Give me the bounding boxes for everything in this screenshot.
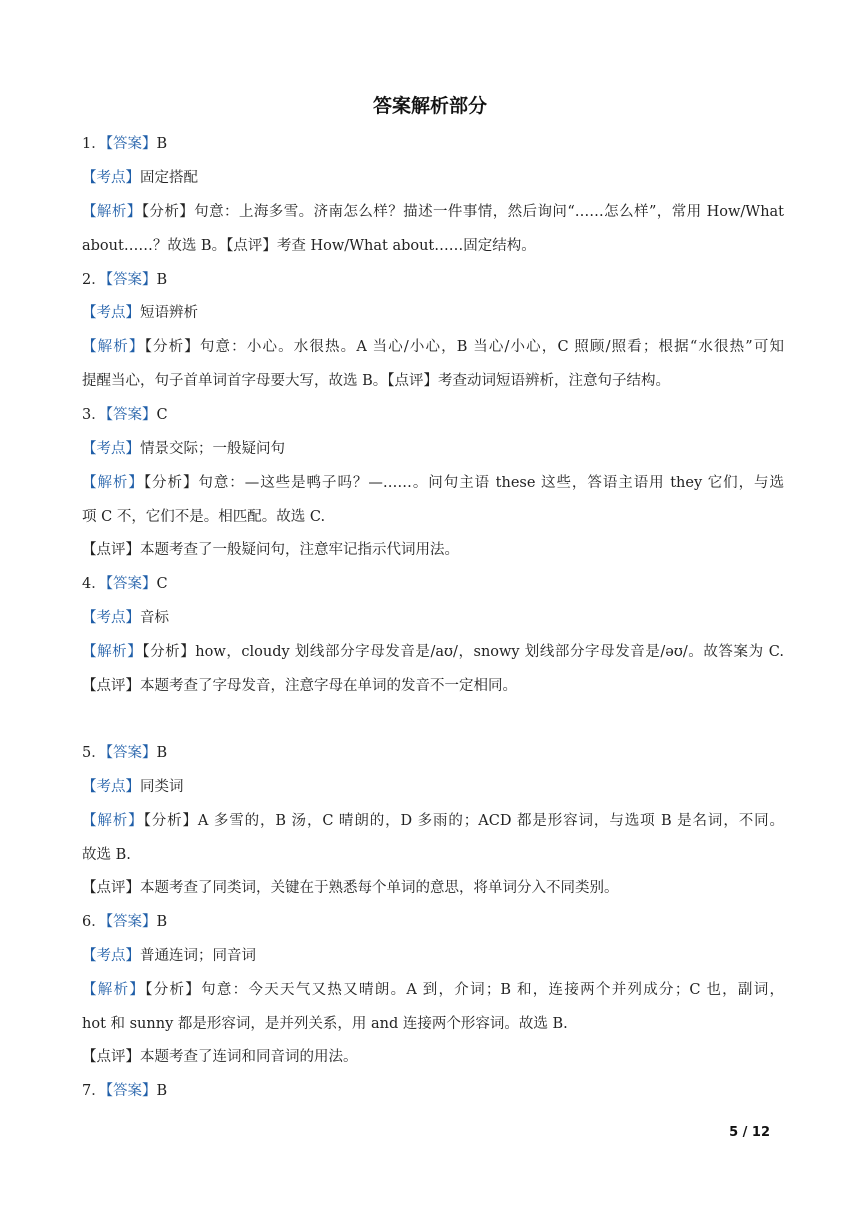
q4-answer: C [156, 576, 168, 592]
q5-kaodian-tag: 【考点】 [82, 779, 140, 795]
q1-number: 1． [82, 136, 106, 152]
q1-answer-tag: 【答案】 [105, 136, 157, 152]
q1-jiexi-line-1 [82, 202, 784, 222]
q3-jiexi-tag: 【解析】 [82, 475, 144, 491]
q2-answer-tag: 【答案】 [105, 272, 157, 288]
q1-kaodian-line [82, 168, 784, 188]
q5-jiexi-line-2 [82, 845, 784, 865]
q3-answer: C [156, 407, 168, 423]
q6-dianping-tag: 【点评】 [82, 1049, 140, 1065]
q6-answer-line [82, 912, 784, 932]
q6-kaodian-tag: 【考点】 [82, 948, 140, 964]
q5-kaodian-line [82, 777, 784, 797]
q2-answer-line [82, 270, 784, 290]
q6-answer: B [156, 914, 168, 930]
q3-dianping: 本题考查了一般疑问句，注意牢记指示代词用法。 [140, 542, 459, 558]
q3-jiexi-text-1: 【分析】句意：—这些是鸭子吗？—……。问句主语 these 这些，答语主语用 they 它们，与选 [143, 475, 785, 491]
q4-answer-tag: 【答案】 [105, 576, 157, 592]
q5-jiexi-line-1 [82, 811, 784, 831]
q6-number: 6． [82, 914, 106, 930]
page-title: 答案解析部分 [372, 95, 487, 117]
q2-jiexi-text-2: 提醒当心，句子首单词首字母要大写，故选 B。【点评】考查动词短语辨析，注意句子结构。 [82, 373, 671, 389]
q1-answer: B [156, 136, 168, 152]
q3-jiexi-line-2 [82, 507, 784, 527]
q4-number: 4． [82, 576, 106, 592]
q6-jiexi-text-1: 【分析】句意：今天天气又热又晴朗。A 到，介词；B 和，连接两个并列成分；C 也，副词， [145, 982, 785, 998]
q1-answer-line [82, 134, 784, 154]
q5-kaodian: 同类词 [140, 779, 184, 795]
q4-dianping-line [82, 676, 784, 696]
q2-answer: B [156, 272, 168, 288]
q5-dianping: 本题考查了同类词，关键在于熟悉每个单词的意思，将单词分入不同类别。 [140, 880, 619, 896]
q6-jiexi-line-1 [82, 980, 784, 1000]
q7-answer-line [82, 1081, 784, 1101]
q1-kaodian: 固定搭配 [140, 170, 198, 186]
page-number: 5 / 12 [729, 1125, 770, 1140]
q3-kaodian: 情景交际；一般疑问句 [140, 441, 285, 457]
q4-answer-line [82, 574, 784, 594]
q4-kaodian: 音标 [140, 610, 169, 626]
q3-kaodian-line [82, 439, 784, 459]
q3-jiexi-text-2: 项 C 不，它们不是。相匹配。故选 C. [82, 509, 326, 525]
q5-jiexi-text-1: 【分析】A 多雪的，B 汤，C 晴朗的，D 多雨的；ACD 都是形容词，与选项 B 是名词，不同。 [143, 813, 784, 829]
q1-kaodian-tag: 【考点】 [82, 170, 140, 186]
q6-jiexi-line-2 [82, 1014, 784, 1034]
q5-dianping-line [82, 878, 784, 898]
q5-dianping-tag: 【点评】 [82, 880, 140, 896]
q5-jiexi-tag: 【解析】 [82, 813, 144, 829]
q2-jiexi-line-2 [82, 371, 784, 391]
q6-dianping-line [82, 1047, 784, 1067]
q7-answer: B [156, 1083, 168, 1099]
q3-answer-tag: 【答案】 [105, 407, 157, 423]
q4-dianping: 本题考查了字母发音，注意字母在单词的发音不一定相同。 [140, 678, 517, 694]
q7-answer-tag: 【答案】 [105, 1083, 157, 1099]
q5-answer-line [82, 743, 784, 763]
q4-jiexi-tag: 【解析】 [82, 644, 143, 660]
q2-kaodian-tag: 【考点】 [82, 305, 140, 321]
q2-kaodian: 短语辨析 [140, 305, 198, 321]
q1-jiexi-text-2: about……？故选 B。【点评】考查 How/What about……固定结构。 [82, 238, 536, 254]
q4-kaodian-tag: 【考点】 [82, 610, 140, 626]
q4-kaodian-line [82, 608, 784, 628]
q4-jiexi-text-1: 【分析】how，cloudy 划线部分字母发音是/aʊ/，snowy 划线部分字母发音是/əʊ/。故答案为 C. [142, 644, 784, 660]
q6-answer-tag: 【答案】 [105, 914, 157, 930]
q3-kaodian-tag: 【考点】 [82, 441, 140, 457]
q5-answer: B [156, 745, 168, 761]
q1-jiexi-tag: 【解析】 [82, 204, 142, 220]
q5-jiexi-text-2: 故选 B. [82, 847, 131, 863]
q6-kaodian: 普通连词；同音词 [140, 948, 256, 964]
q3-number: 3． [82, 407, 106, 423]
q5-number: 5． [82, 745, 106, 761]
q3-answer-line [82, 405, 784, 425]
q5-answer-tag: 【答案】 [105, 745, 157, 761]
q6-jiexi-text-2: hot 和 sunny 都是形容词，是并列关系，用 and 连接两个形容词。故选 B. [82, 1016, 568, 1032]
q1-jiexi-line-2 [82, 236, 784, 256]
q6-kaodian-line [82, 946, 784, 966]
q6-dianping: 本题考查了连词和同音词的用法。 [140, 1049, 358, 1065]
q4-dianping-tag: 【点评】 [82, 678, 140, 694]
q3-dianping-tag: 【点评】 [82, 542, 140, 558]
q2-jiexi-line-1 [82, 337, 784, 357]
q2-number: 2． [82, 272, 106, 288]
q7-number: 7． [82, 1083, 106, 1099]
q2-kaodian-line [82, 303, 784, 323]
q4-jiexi-line-1 [82, 642, 784, 662]
q3-jiexi-line-1 [82, 473, 784, 493]
q2-jiexi-tag: 【解析】 [82, 339, 145, 355]
q6-jiexi-tag: 【解析】 [82, 982, 146, 998]
q1-jiexi-text-1: 【分析】句意：上海多雪。济南怎么样？描述一件事情，然后询问“……怎么样”，常用 How/What [141, 204, 785, 220]
q3-dianping-line [82, 540, 784, 560]
q2-jiexi-text-1: 【分析】句意：小心。水很热。A 当心/小心，B 当心/小心，C 照顾/照看；根据“水很热”可知 [144, 339, 785, 355]
